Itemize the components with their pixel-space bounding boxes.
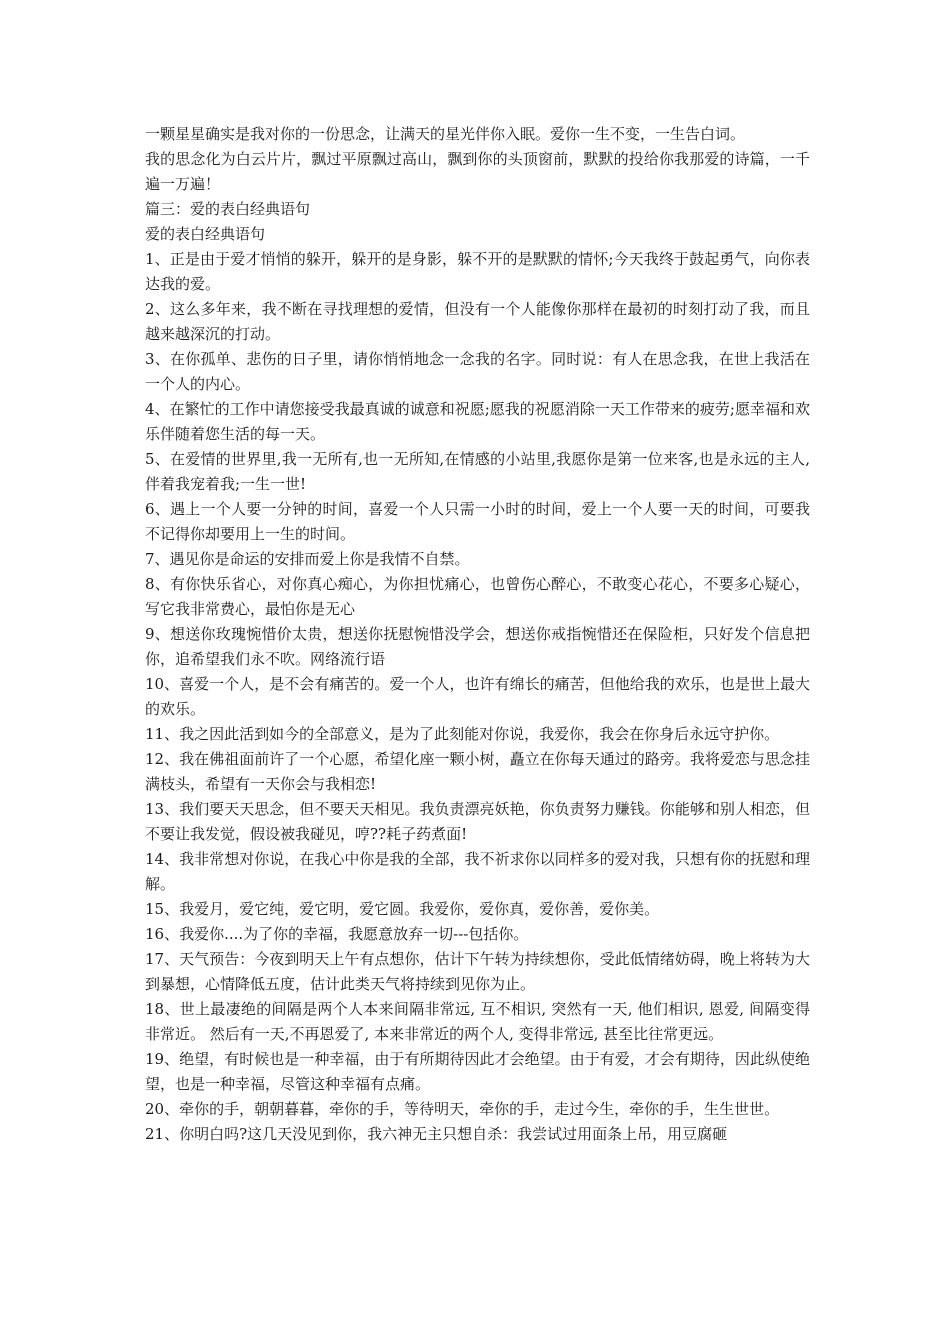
list-item-3: 3、在你孤单、悲伤的日子里，请你悄悄地念一念我的名字。同时说：有人在思念我，在世上我活在一个人的内心。	[145, 350, 810, 393]
list-item-16: 16、我爱你....为了你的幸福，我愿意放弃一切---包括你。	[145, 925, 529, 943]
list-item-5: 5、在爱情的世界里,我一无所有,也一无所知,在情感的小站里,我愿你是第一位来客,也是永远的主人,伴着我宠着我;一生一世!	[145, 450, 810, 493]
section-heading: 篇三：爱的表白经典语句	[145, 200, 311, 218]
list-item-4: 4、在繁忙的工作中请您接受我最真诚的诚意和祝愿;愿我的祝愿消除一天工作带来的疲劳;愿幸福和欢乐伴随着您生活的每一天。	[145, 400, 810, 443]
list-item-1: 1、正是由于爱才悄悄的躲开，躲开的是身影，躲不开的是默默的情怀;今天我终于鼓起勇气，向你表达我的爱。	[145, 250, 810, 293]
list-item-20: 20、牵你的手，朝朝暮暮，牵你的手，等待明天，牵你的手，走过今生，牵你的手，生生世世。	[145, 1100, 780, 1118]
paragraph-1: 一颗星星确实是我对你的一份思念，让满天的星光伴你入眠。爱你一生不变，一生告白词。	[145, 125, 746, 143]
list-item-11: 11、我之因此活到如今的全部意义，是为了此刻能对你说，我爱你，我会在你身后永远守护你。	[145, 725, 780, 743]
list-item-2: 2、这么多年来，我不断在寻找理想的爱情，但没有一个人能像你那样在最初的时刻打动了我，而且越来越深沉的打动。	[145, 300, 810, 343]
paragraph-2: 我的思念化为白云片片，飘过平原飘过高山，飘到你的头顶窗前，默默的投给你我那爱的诗篇，一千遍一万遍！	[145, 150, 810, 193]
list-item-6: 6、遇上一个人要一分钟的时间，喜爱一个人只需一小时的时间，爱上一个人要一天的时间，可要我不记得你却要用上一生的时间。	[145, 500, 810, 543]
list-item-14: 14、我非常想对你说，在我心中你是我的全部，我不祈求你以同样多的爱对我，只想有你的抚慰和理解。	[145, 850, 810, 893]
list-item-15: 15、我爱月，爱它纯，爱它明，爱它圆。我爱你，爱你真，爱你善，爱你美。	[145, 900, 660, 918]
section-subtitle: 爱的表白经典语句	[145, 225, 266, 243]
list-item-18: 18、世上最凄绝的间隔是两个人本来间隔非常远, 互不相识, 突然有一天, 他们相识, 恩爱, 间隔变得非常近。 然后有一天,不再恩爱了, 本来非常近的两个人, 变得非常远, 甚至比往常更远。	[145, 1000, 810, 1043]
list-item-7: 7、遇见你是命运的安排而爱上你是我情不自禁。	[145, 550, 470, 568]
list-item-9: 9、想送你玫瑰惋惜价太贵，想送你抚慰惋惜没学会，想送你戒指惋惜还在保险柜，只好发个信息把你，追希望我们永不吹。网络流行语	[145, 625, 810, 668]
list-item-8: 8、有你快乐省心，对你真心痴心，为你担忧痛心，也曾伤心醉心，不敢变心花心，不要多心疑心，写它我非常费心，最怕你是无心	[145, 575, 810, 618]
list-item-19: 19、绝望，有时候也是一种幸福，由于有所期待因此才会绝望。由于有爱，才会有期待，因此纵使绝望，也是一种幸福，尽管这种幸福有点痛。	[145, 1050, 810, 1093]
list-item-21: 21、你明白吗?这几天没见到你，我六神无主只想自杀：我尝试过用面条上吊，用豆腐砸	[145, 1125, 728, 1143]
list-item-13: 13、我们要天天思念，但不要天天相见。我负责漂亮妖艳，你负责努力赚钱。你能够和别人相恋，但不要让我发觉，假设被我碰见，哼??耗子药煮面!	[145, 800, 810, 843]
document-body	[145, 122, 810, 1147]
list-item-10: 10、喜爱一个人，是不会有痛苦的。爱一个人，也许有绵长的痛苦，但他给我的欢乐，也是世上最大的欢乐。	[145, 675, 810, 718]
list-item-12: 12、我在佛祖面前许了一个心愿，希望化座一颗小树，矗立在你每天通过的路旁。我将爱恋与思念挂满枝头，希望有一天你会与我相恋!	[145, 750, 810, 793]
list-item-17: 17、天气预告：今夜到明天上午有点想你，估计下午转为持续想你，受此低情绪妨碍，晚上将转为大到暴想，心情降低五度，估计此类天气将持续到见你为止。	[145, 950, 810, 993]
